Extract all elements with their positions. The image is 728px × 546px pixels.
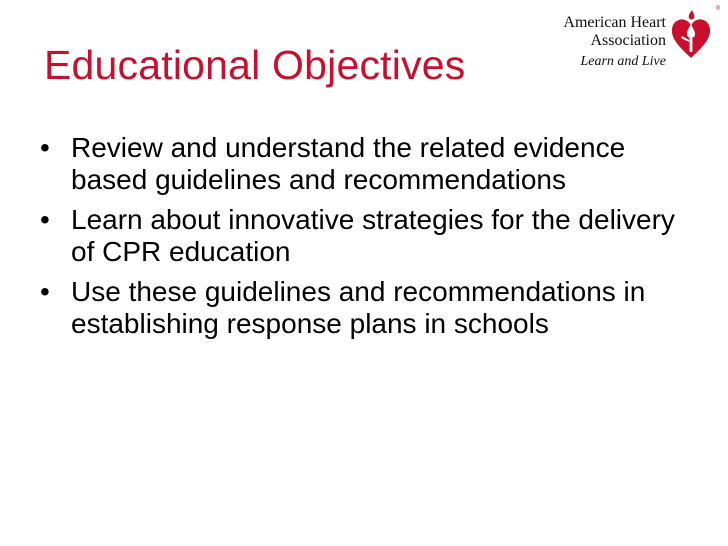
bullet-dot-icon: •: [40, 276, 50, 307]
registered-mark: ®: [715, 6, 720, 12]
objectives-list: [40, 132, 680, 348]
logo-tagline: Learn and Live: [580, 54, 666, 69]
list-item: [40, 276, 680, 340]
list-item-text: Use these guidelines and recommendations in establishing response plans in schools: [71, 276, 646, 339]
list-item: [40, 132, 680, 196]
bullet-dot-icon: •: [40, 204, 50, 235]
logo-name-line2: Association: [590, 32, 666, 49]
heart-torch-icon: [670, 10, 712, 62]
slide-title: Educational Objectives: [44, 42, 466, 88]
list-item-text: Learn about innovative strategies for the delivery of CPR education: [71, 204, 675, 267]
list-item: [40, 204, 680, 268]
list-item-text: Review and understand the related evidence based guidelines and recommendations: [71, 132, 626, 195]
aha-logo: [550, 6, 720, 74]
bullet-dot-icon: •: [40, 132, 50, 163]
logo-name-line1: American Heart: [563, 14, 666, 31]
